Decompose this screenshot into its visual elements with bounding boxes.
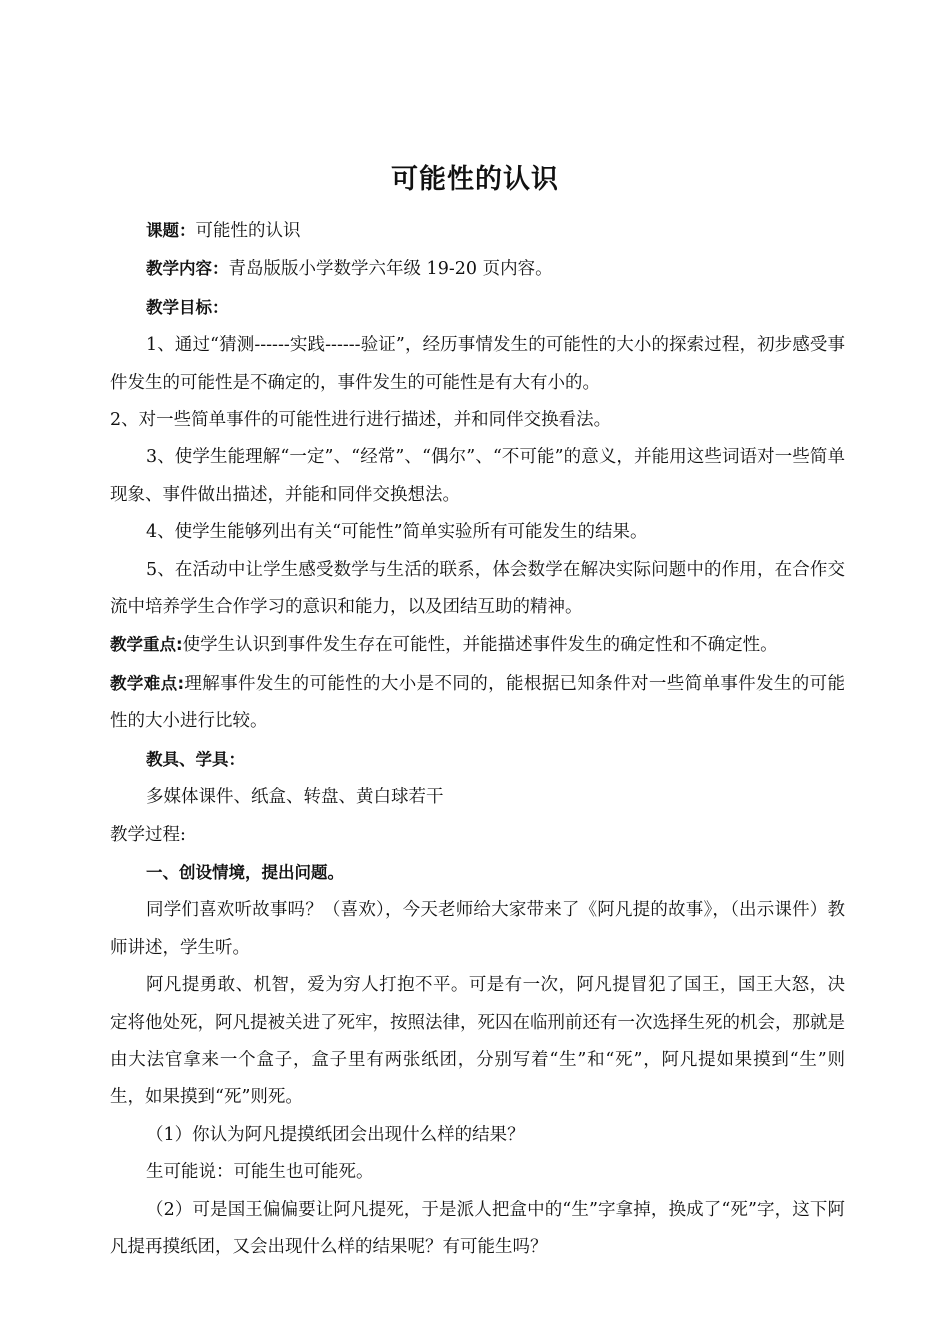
paragraph-2: 阿凡提勇敢、机智，爱为穷人打抱不平。可是有一次，阿凡提冒犯了国王，国王大怒，决定将他处死，阿凡提被关进了死牢，按照法律，死囚在临刑前还有一次选择生死的机会，那就是由大法官拿来一个盒子，盒子里有两张纸团，分别写着“生”和“死”，阿凡提如果摸到“生”则生，如果摸到“死”则死。 <box>110 975 845 1108</box>
tools-label: 教具、学具： <box>146 749 245 769</box>
key-point-value: 使学生认识到事件发生存在可能性，并能描述事件发生的确定性和不确定性。 <box>182 635 778 656</box>
tools-heading <box>110 741 845 779</box>
section-1-label: 一、创设情境，提出问题。 <box>146 862 344 882</box>
question-2: （2）可是国王偏偏要让阿凡提死，于是派人把盒中的“生”字拿掉，换成了“死”字，这下阿凡提再摸纸团，又会出现什么样的结果呢？有可能生吗？ <box>110 1199 845 1257</box>
goal-3: 3、使学生能理解“一定”、“经常”、“偶尔”、“不可能”的意义，并能用这些词语对一些简单现象、事件做出描述，并能和同伴交换想法。 <box>110 447 845 505</box>
tools-value: 多媒体课件、纸盒、转盘、黄白球若干 <box>146 787 444 808</box>
topic-label: 课题： <box>146 221 196 240</box>
process-label: 教学过程: <box>110 824 186 845</box>
content-label: 教学内容： <box>146 259 229 279</box>
goal-5: 5、在活动中让学生感受数学与生活的联系，体会数学在解决实际问题中的作用，在合作交流中培养学生合作学习的意识和能力，以及团结互助的精神。 <box>110 559 845 618</box>
content-line <box>110 250 845 288</box>
topic-value: 可能性的认识 <box>195 221 301 241</box>
section-1-heading <box>110 854 845 892</box>
goal-4: 4、使学生能够列出有关“可能性”简单实验所有可能发生的结果。 <box>146 522 648 543</box>
key-point-line <box>110 626 845 664</box>
document-body <box>110 212 845 1266</box>
goal-1: 1、通过“猜测------实践------验证”，经历事情发生的可能性的大小的探索过程，初步感受事件发生的可能性是不确定的，事件发生的可能性是有大有小的。 <box>110 335 845 393</box>
key-point-label: 教学重点: <box>110 635 183 655</box>
difficulty-label: 教学难点: <box>110 673 185 693</box>
topic-line <box>110 212 845 250</box>
goals-label: 教学目标： <box>146 297 229 317</box>
document-title: 可能性的认识 <box>391 164 559 195</box>
goal-2: 2、对一些简单事件的可能性进行进行描述，并和同伴交换看法。 <box>110 410 612 431</box>
difficulty-line <box>110 665 845 741</box>
paragraph-1: 同学们喜欢听故事吗？（喜欢），今天老师给大家带来了《阿凡提的故事》，（出示课件）教师讲述，学生听。 <box>110 900 845 958</box>
answer-1: 生可能说：可能生也可能死。 <box>146 1162 374 1183</box>
goals-heading <box>110 289 845 327</box>
content-value: 青岛版版小学数学六年级 19-20 页内容。 <box>228 259 553 280</box>
question-1: （1）你认为阿凡提摸纸团会出现什么样的结果？ <box>146 1124 525 1145</box>
difficulty-value: 理解事件发生的可能性的大小是不同的，能根据已知条件对一些简单事件发生的可能性的大小进行比较。 <box>110 673 845 732</box>
